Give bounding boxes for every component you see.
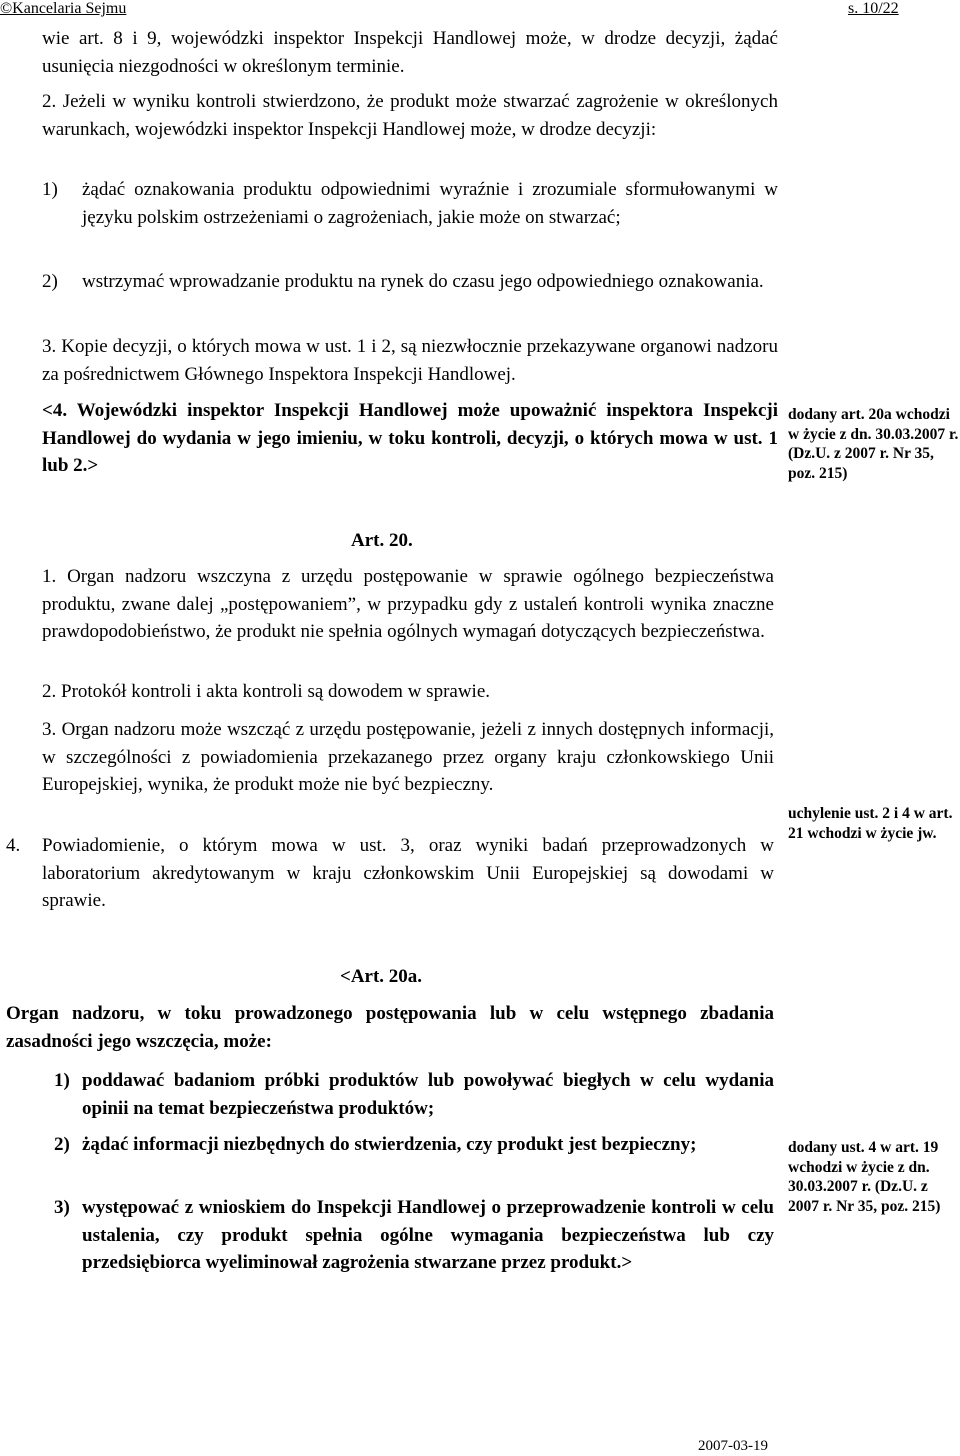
art20-para-2 bbox=[42, 678, 774, 706]
art20-para-4-text: Powiadomienie, o którym mowa w ust. 3, oraz wyniki badań przeprowadzonych w laboratorium akredytowanym w kraju członkowskim Unii Europejskiej są dowodami w sprawie. bbox=[42, 835, 774, 911]
margin-note-2: uchylenie ust. 2 i 4 w art. 21 wchodzi w życie jw. bbox=[788, 805, 953, 842]
p2-item-1-number: 1) bbox=[42, 179, 58, 200]
art20a-item-3-text: występować z wnioskiem do Inspekcji Handlowej o przeprowadzenie kontroli w celu ustalenia, czy produkt spełnia ogólne wymagania bezpieczeństwa lub czy przedsiębiorca wyeliminował zagrożenia stwarzane przez produkt.> bbox=[82, 1197, 774, 1273]
art20-para-2-text: Protokół kontroli i akta kontroli są dowodem w sprawie. bbox=[61, 681, 491, 702]
art20-para-2-number: 2. bbox=[42, 681, 57, 702]
p2-item-2-number: 2) bbox=[42, 271, 58, 292]
art20-para-1-text: Organ nadzoru wszczyna z urzędu postępowanie w sprawie ogólnego bezpieczeństwa produktu, zwane dalej „postępowaniem”, w przypadku gdy z ustaleń kontroli wynika znaczne prawdopodobieństwo, że produkt nie spełnia ogólnych wymagań dotyczących bezpieczeństwa. bbox=[42, 566, 774, 642]
paragraph-4: <4. Wojewódzki inspektor Inspekcji Handlowej może upoważnić inspektora Inspekcji Handlowej do wydania w jego imieniu, w toku kontroli, decyzji, o których mowa w ust. 1 lub 2.> bbox=[42, 400, 778, 476]
p2-item-1-text: żądać oznakowania produktu odpowiednimi wyraźnie i zrozumiale sformułowanymi w języku polskim ostrzeżeniami o zagrożeniach, jakie może on stwarzać; bbox=[82, 179, 778, 228]
art20-para-1-number: 1. bbox=[42, 566, 57, 587]
art20a-item-3 bbox=[54, 1194, 774, 1277]
art20a-item-2 bbox=[54, 1131, 774, 1159]
margin-note-3: dodany ust. 4 w art. 19 wchodzi w życie z dn. 30.03.2007 r. (Dz.U. z 2007 r. Nr 35, poz. 215) bbox=[788, 1139, 941, 1215]
art20-para-3 bbox=[42, 716, 774, 799]
art20a-item-3-number: 3) bbox=[54, 1197, 70, 1218]
p2-item-2 bbox=[42, 268, 778, 296]
art20-para-3-text: Organ nadzoru może wszcząć z urzędu postępowanie, jeżeli z innych dostępnych informacji, w szczególności z powiadomienia przekazanego przez organy kraju członkowskiego Unii Europejskiej, wynika, że produkt może nie być bezpieczny. bbox=[42, 719, 774, 795]
art20-para-4-number: 4. bbox=[6, 835, 21, 856]
art20a-intro: Organ nadzoru, w toku prowadzonego postępowania lub w celu wstępnego zbadania zasadności jego wszczęcia, może: bbox=[6, 1003, 774, 1052]
art20a-item-1-number: 1) bbox=[54, 1070, 70, 1091]
margin-note-1: dodany art. 20a wchodzi w życie z dn. 30.03.2007 r. (Dz.U. z 2007 r. Nr 35, poz. 215) bbox=[788, 406, 959, 482]
footer-date: 2007-03-19 bbox=[698, 1438, 768, 1454]
header-left bbox=[0, 0, 126, 18]
art20a-item-1-text: poddawać badaniom próbki produktów lub powoływać biegłych w celu wydania opinii na temat bezpieczeństwa produktów; bbox=[82, 1070, 774, 1119]
article-20-title: Art. 20. bbox=[351, 530, 413, 551]
header-page-number: s. 10/22 bbox=[848, 0, 899, 17]
art20a-item-2-text: żądać informacji niezbędnych do stwierdzenia, czy produkt jest bezpieczny; bbox=[82, 1134, 697, 1155]
art20a-item-2-number: 2) bbox=[54, 1134, 70, 1155]
paragraph-3: 3. Kopie decyzji, o których mowa w ust. 1 i 2, są niezwłocznie przekazywane organowi nadzoru za pośrednictwem Głównego Inspektora Inspekcji Handlowej. bbox=[42, 336, 778, 385]
art20a-item-1 bbox=[54, 1067, 774, 1122]
header-left-text: ©Kancelaria Sejmu bbox=[0, 0, 127, 17]
article-20a-title: <Art. 20a. bbox=[340, 966, 423, 987]
paragraph-2: 2. Jeżeli w wyniku kontroli stwierdzono, że produkt może stwarzać zagrożenie w określonych warunkach, wojewódzki inspektor Inspekcji Handlowej może, w drodze decyzji: bbox=[42, 91, 778, 140]
art20-para-1 bbox=[42, 563, 774, 646]
paragraph-continuation: wie art. 8 i 9, wojewódzki inspektor Inspekcji Handlowej może, w drodze decyzji, żądać usunięcia niezgodności w określonym terminie. bbox=[42, 28, 778, 77]
p2-item-2-text: wstrzymać wprowadzanie produktu na rynek do czasu jego odpowiedniego oznakowania. bbox=[82, 271, 764, 292]
art20-para-3-number: 3. bbox=[42, 719, 57, 740]
p2-item-1 bbox=[42, 176, 778, 231]
art20-para-4 bbox=[6, 832, 774, 915]
